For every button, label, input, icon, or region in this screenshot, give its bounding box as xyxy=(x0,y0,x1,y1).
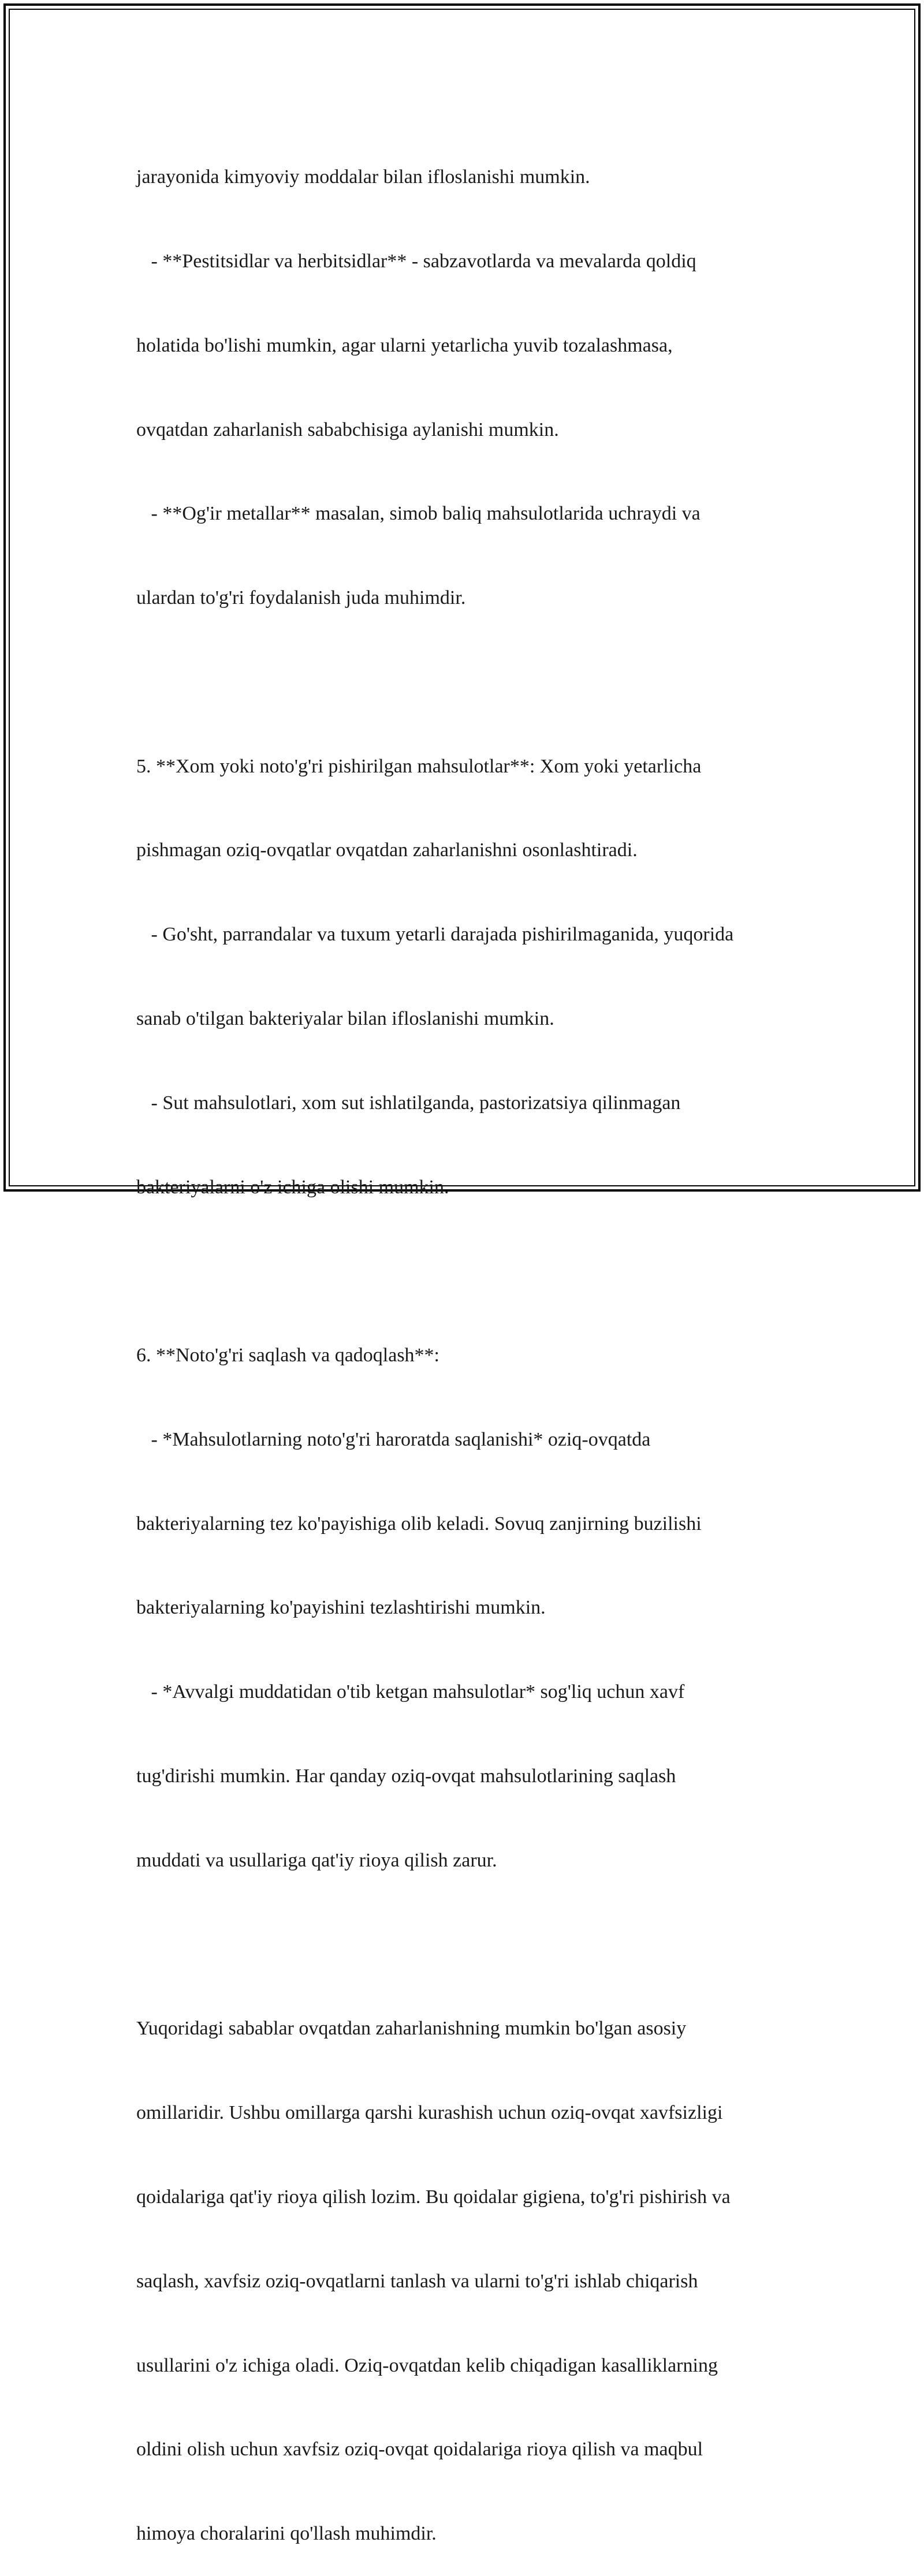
text-line: saqlash, xavfsiz oziq-ovqatlarni tanlash va ularni to'g'ri ishlab chiqarish xyxy=(136,2270,698,2292)
text-line: bakteriyalarni o'z ichiga olishi mumkin. xyxy=(136,1176,449,1198)
text-line: omillaridir. Ushbu omillarga qarshi kurashish uchun oziq-ovqat xavfsizligi xyxy=(136,2102,723,2124)
text-line: pishmagan oziq-ovqatlar ovqatdan zaharlanishni osonlashtiradi. xyxy=(136,839,638,861)
text-line: tug'dirishi mumkin. Har qanday oziq-ovqat mahsulotlarining saqlash xyxy=(136,1765,676,1787)
text-line: bakteriyalarning tez ko'payishiga olib keladi. Sovuq zanjirning buzilishi xyxy=(136,1513,702,1535)
text-line: Yuqoridagi sabablar ovqatdan zaharlanishning mumkin bo'lgan asosiy xyxy=(136,2018,687,2040)
text-line: - Go'sht, parrandalar va tuxum yetarli darajada pishirilmaganida, yuqorida xyxy=(136,924,734,946)
text-line: ulardan to'g'ri foydalanish juda muhimdir. xyxy=(136,587,466,609)
text-line: 5. **Xom yoki noto'g'ri pishirilgan mahsulotlar**: Xom yoki yetarlicha xyxy=(136,755,702,777)
text-line: - *Mahsulotlarning noto'g'ri haroratda saqlanishi* oziq-ovqatda xyxy=(136,1428,651,1450)
text-line: sanab o'tilgan bakteriyalar bilan ifloslanishi mumkin. xyxy=(136,1008,554,1029)
text-line: qoidalariga qat'iy rioya qilish lozim. Bu qoidalar gigiena, to'g'ri pishirish va xyxy=(136,2186,731,2208)
text-line: jarayonida kimyoviy moddalar bilan ifloslanishi mumkin. xyxy=(136,166,590,188)
text-line: 6. **Noto'g'ri saqlash va qadoqlash**: xyxy=(136,1345,440,1367)
text-line: - Sut mahsulotlari, xom sut ishlatilganda, pastorizatsiya qilinmagan xyxy=(136,1092,681,1114)
text-line: holatida bo'lishi mumkin, agar ularni yetarlicha yuvib tozalashmasa, xyxy=(136,334,673,356)
text-line: ovqatdan zaharlanish sababchisiga aylanishi mumkin. xyxy=(136,419,559,440)
text-line: - **Pestitsidlar va herbitsidlar** - sabzavotlarda va mevalarda qoldiq xyxy=(136,250,696,272)
blank-line xyxy=(136,1257,829,1286)
text-line: bakteriyalarning ko'payishini tezlashtirishi mumkin. xyxy=(136,1597,546,1619)
blank-line xyxy=(136,1931,829,1959)
document-body xyxy=(136,107,829,2576)
text-line: usullarini o'z ichiga oladi. Oziq-ovqatdan kelib chiqadigan kasalliklarning xyxy=(136,2354,718,2376)
text-line: - **Og'ir metallar** masalan, simob baliq mahsulotlarida uchraydi va xyxy=(136,503,701,525)
blank-line xyxy=(136,669,829,697)
text-line: muddati va usullariga qat'iy rioya qilish zarur. xyxy=(136,1849,497,1871)
text-line: himoya choralarini qo'llash muhimdir. xyxy=(136,2523,437,2545)
text-line: - *Avvalgi muddatidan o'tib ketgan mahsulotlar* sog'liq uchun xavf xyxy=(136,1681,685,1703)
text-line: oldini olish uchun xavfsiz oziq-ovqat qoidalariga rioya qilish va maqbul xyxy=(136,2439,703,2461)
